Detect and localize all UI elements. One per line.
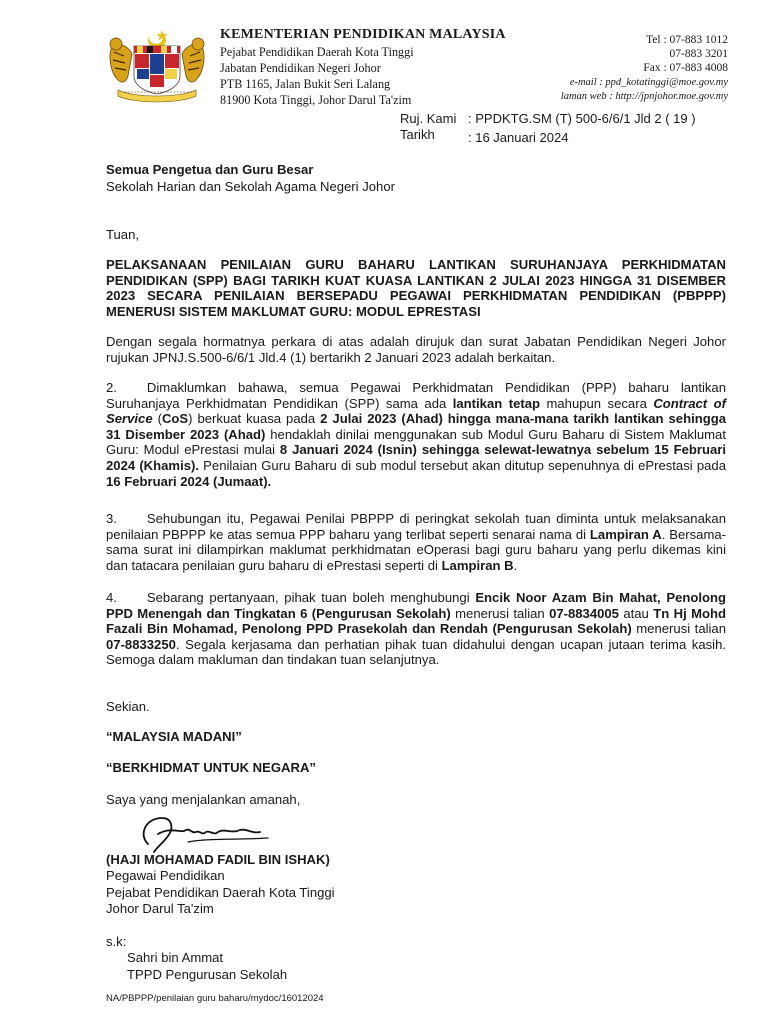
office-address-line-2: Jabatan Pendidikan Negeri Johor [220, 61, 381, 75]
ministry-name: KEMENTERIAN PENDIDIKAN MALAYSIA [220, 27, 506, 42]
email-address: e-mail : ppd_kotatinggi@moe.gov.my [569, 77, 728, 88]
recipient-line-1: Semua Pengetua dan Guru Besar [106, 162, 314, 177]
paragraph-2-bold: CoS [161, 411, 189, 427]
closing-sekian: Sekian. [106, 699, 150, 714]
telephone-2: 07-883 3201 [669, 48, 728, 60]
paragraph-4-text: . Segala kerjasama dan perhatian pihak tuan didahului dengan ucapan jutaan terima kasih. Semoga dalam makluman dan tindakan tuan selanjutnya. [106, 636, 726, 668]
cc-label: s.k: [106, 934, 127, 949]
closing-amanah: Saya yang menjalankan amanah, [106, 792, 301, 807]
recipient-line-2: Sekolah Harian dan Sekolah Agama Negeri Johor [106, 179, 395, 194]
paragraph-4-phone-2: 07-8833250 [106, 636, 176, 652]
letter-subject: PELAKSANAAN PENILAIAN GURU BAHARU LANTIKAN SURUHANJAYA PERKHIDMATAN PENDIDIKAN (SPP) BAGI TARIKH KUAT KUASA LANTIKAN 2 JULAI 2023 HINGGA 31 DISEMBER 2023 SECARA PENILAIAN BERSEPADU PEGAWAI PERKHIDMATAN PENDIDIKAN (PBPPP) MENERUSI SISTEM MAKLUMAT GURU: MODUL EPRESTASI [106, 257, 726, 319]
paragraph-4-text: menerusi talian [450, 605, 550, 621]
paragraph-2-text: Penilaian Guru Baharu di sub modul tersebut akan ditutup sepenuhnya di ePrestasi pada [198, 457, 726, 473]
paragraph-3-text: . Bersama-sama surat ini dilampirkan maklumat perkhidmatan eOperasi bagi guru baharu yang perlu dikemas kini dan tatacara penilaian guru baharu di ePrestasi seperti di [106, 526, 727, 573]
paragraph-2-number: 2. [106, 380, 117, 395]
website-address: laman web : http://jpnjohor.moe.gov.my [560, 91, 728, 102]
paragraph-4 [106, 590, 726, 668]
paragraph-3 [106, 511, 726, 573]
cc-name: Sahri bin Ammat [127, 950, 224, 965]
office-address-line-3: PTB 1165, Jalan Bukit Seri Lalang [220, 77, 391, 91]
slogan-malaysia-madani: “MALAYSIA MADANI” [106, 729, 242, 744]
paragraph-2-bold: 16 Februari 2024 (Jumaat). [106, 473, 272, 489]
paragraph-4-bold: Encik Noor Azam Bin Mahat, Penolong PPD Menengah dan Tingkatan 6 (Pengurusan Sekolah) [106, 590, 726, 621]
paragraph-2-text: ) berkuat kuasa pada [188, 411, 321, 427]
reference-label: Ruj. Kami [400, 111, 457, 126]
paragraph-2-text: Dimaklumkan bahawa, semua Pegawai Perkhidmatan Pendidikan (PPP) baharu lantikan Suruhanjaya Perkhidmatan Pendidikan (SPP) sama ada [106, 380, 726, 411]
paragraph-4-bold: Tn Hj Mohd Fazali Bin Mohamad, Penolong PPD Prasekolah dan Rendah (Pengurusan Sekolah) [106, 605, 726, 637]
paragraph-3-text: Sehubungan itu, Pegawai Penilai PBPPP di peringkat sekolah tuan diminta untuk melaksanakan penilaian PBPPP ke atas semua PPP baharu yang terlibat seperti senarai nama di [106, 511, 726, 542]
letter-date: : 16 Januari 2024 [468, 130, 569, 145]
paragraph-4-text: Sebarang pertanyaan, pihak tuan boleh menghubungi [146, 590, 476, 605]
paragraph-2-text: ( [152, 411, 162, 427]
signatory-name: (HAJI MOHAMAD FADIL BIN ISHAK) [106, 852, 330, 867]
paragraph-2-bold-italic: Contract of Service [106, 395, 726, 427]
paragraph-2-bold: lantikan tetap [452, 395, 540, 411]
slogan-berkhidmat: “BERKHIDMAT UNTUK NEGARA” [106, 760, 316, 775]
paragraph-3-number: 3. [106, 511, 117, 526]
salutation: Tuan, [106, 227, 139, 242]
malaysia-coat-of-arms-icon [104, 26, 210, 104]
paragraph-2-text: hendaklah dinilai menggunakan sub Modul Guru Baharu di Sistem Maklumat Guru: Modul ePrestasi mulai [106, 426, 726, 458]
paragraph-2-bold: 2 Julai 2023 (Ahad) hingga mana-mana tarikh lantikan sehingga 31 Disember 2023 (Ahad) [106, 411, 727, 442]
paragraph-4-text: menerusi talian [631, 621, 726, 637]
paragraph-1: Dengan segala hormatnya perkara di atas adalah dirujuk dan surat Jabatan Pendidikan Negeri Johor rujukan JPNJ.S.500-6/6/1 Jld.4 (1) bertarikh 2 Januari 2023 adalah berkaitan. [106, 334, 726, 365]
office-address-line-1: Pejabat Pendidikan Daerah Kota Tinggi [220, 45, 414, 59]
paragraph-3-bold: Lampiran A [589, 526, 662, 542]
office-address-line-4: 81900 Kota Tinggi, Johor Darul Ta'zim [220, 93, 412, 107]
signatory-title-1: Pegawai Pendidikan [106, 868, 225, 883]
signatory-title-3: Johor Darul Ta'zim [106, 901, 214, 916]
paragraph-4-phone-1: 07-8834005 [549, 605, 619, 621]
paragraph-3-text: . [513, 557, 518, 573]
document-footer-reference: NA/PBPPP/penilaian guru baharu/mydoc/16012024 [106, 993, 324, 1004]
telephone-1: Tel : 07-883 1012 [646, 34, 728, 46]
paragraph-2-bold: 8 Januari 2024 (Isnin) sehingga selewat-lewatnya sebelum 15 Februari 2024 (Khamis). [106, 442, 726, 473]
paragraph-4-number: 4. [106, 590, 117, 605]
cc-title: TPPD Pengurusan Sekolah [127, 967, 288, 982]
paragraph-3-bold: Lampiran B [441, 557, 514, 573]
paragraph-4-text: atau [618, 605, 654, 621]
date-label: Tarikh [400, 127, 435, 142]
paragraph-2 [106, 380, 726, 489]
reference-number: : PPDKTG.SM (T) 500-6/6/1 Jld 2 ( 19 ) [468, 111, 696, 126]
paragraph-2-text: mahupun secara [540, 395, 654, 411]
fax-number: Fax : 07-883 4008 [643, 62, 728, 74]
signatory-title-2: Pejabat Pendidikan Daerah Kota Tinggi [106, 885, 335, 900]
